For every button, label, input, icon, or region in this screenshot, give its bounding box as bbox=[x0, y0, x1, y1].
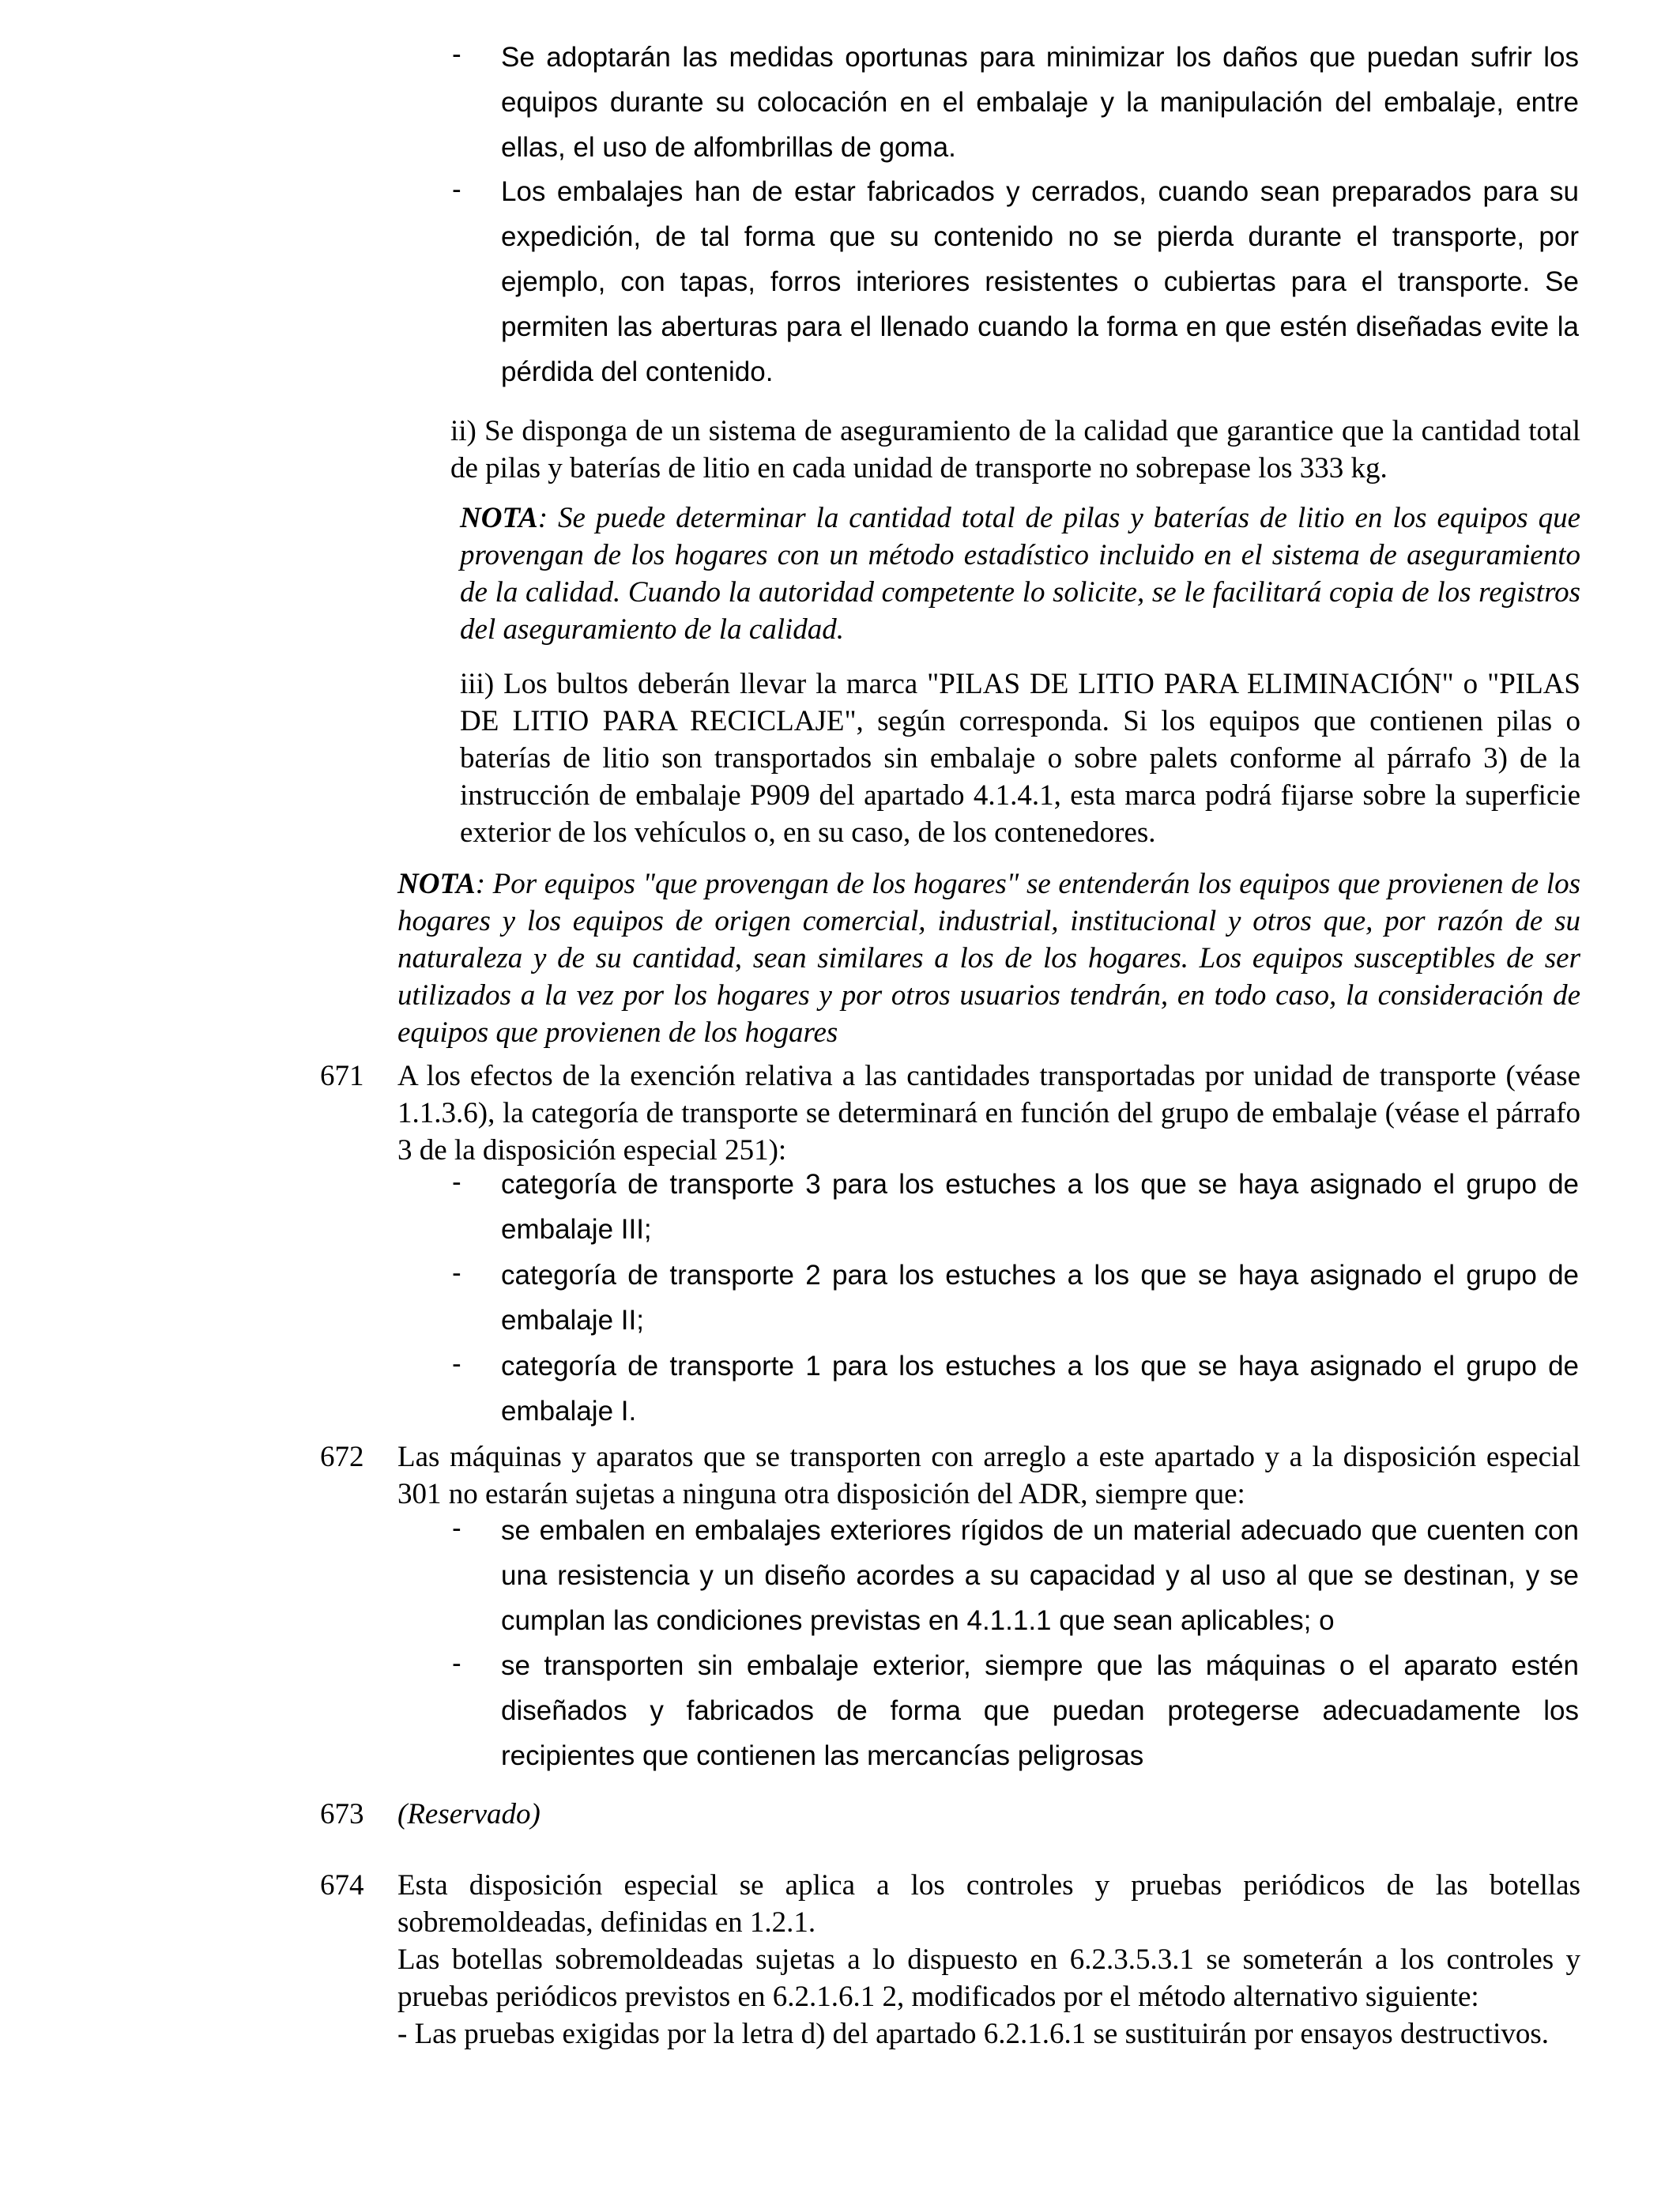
paragraph-ii: ii) Se disponga de un sistema de aseguramiento de la calidad que garantice que la cantidad total de pilas y baterías de litio en cada unidad de transporte no sobrepase los 333 kg. bbox=[450, 415, 1580, 484]
section-674-para-1: Esta disposición especial se aplica a los controles y pruebas periódicos de las botellas sobremoldeadas, definidas en 1.2.1. bbox=[397, 1869, 1580, 1939]
section-673-text: (Reservado) bbox=[397, 1798, 541, 1830]
note-text: : Por equipos "que provengan de los hogares" se entenderán los equipos que provienen de los hogares y los equipos de origen comercial, industrial, institucional y otros que, por razón de su naturaleza y de su cantidad, sean similares a los de los hogares. Los equipos susceptibles de ser utilizados a la vez por los hogares y por otros usuarios tendrán, en todo caso, la consideración de equipos que provienen de los hogares bbox=[397, 868, 1580, 1049]
paragraph-iii: iii) Los bultos deberán llevar la marca "PILAS DE LITIO PARA ELIMINACIÓN" o "PILAS DE LITIO PARA RECICLAJE", según corresponda. Si los equipos que contienen pilas o baterías de litio son transportados sin embalaje o sobre palets conforme al párrafo 3) de la instrucción de embalaje P909 del apartado 4.1.4.1, esta marca podrá fijarse sobre la superficie exterior de los vehículos o, en su caso, de los contenedores. bbox=[460, 668, 1580, 849]
dash-marker: - bbox=[452, 1348, 461, 1379]
section-671-text: A los efectos de la exención relativa a las cantidades transportadas por unidad de transporte (véase 1.1.3.6), la categoría de transporte se determinará en función del grupo de embalaje (véase el párrafo 3 de la disposición especial 251): bbox=[397, 1060, 1580, 1167]
dash-marker: - bbox=[452, 1513, 461, 1544]
note-2 bbox=[397, 865, 1580, 1051]
section-number-672: 672 bbox=[320, 1441, 364, 1473]
note-label: NOTA bbox=[460, 502, 538, 534]
bullet-item: Los embalajes han de estar fabricados y cerrados, cuando sean preparados para su expedición, de tal forma que su contenido no se pierda durante el transporte, por ejemplo, con tapas, forros interiores resistentes o cubiertas para el transporte. Se permiten las aberturas para el llenado cuando la forma en que estén diseñadas evite la pérdida del contenido. bbox=[501, 176, 1579, 387]
section-number-674: 674 bbox=[320, 1869, 364, 1902]
section-674-text bbox=[397, 1867, 1580, 2053]
note-text: : Se puede determinar la cantidad total de pilas y baterías de litio en los equipos que provengan de los hogares con un método estadístico incluido en el sistema de aseguramiento de la calidad. Cuando la autoridad competente lo solicite, se le facilitará copia de los registros del aseguramiento de la calidad. bbox=[460, 502, 1580, 646]
dash-marker: - bbox=[452, 1648, 461, 1679]
note-label: NOTA bbox=[397, 868, 476, 900]
dash-marker: - bbox=[452, 39, 461, 70]
dash-marker: - bbox=[452, 174, 461, 205]
note-1 bbox=[460, 499, 1580, 648]
section-672-bullet: se embalen en embalajes exteriores rígidos de un material adecuado que cuenten con una resistencia y un diseño acordes a su capacidad y al uso al que se destinan, y se cumplan las condiciones previstas en 4.1.1.1 que sean aplicables; o bbox=[501, 1515, 1579, 1636]
dash-marker: - bbox=[452, 1257, 461, 1288]
section-674-para-3: - Las pruebas exigidas por la letra d) del apartado 6.2.1.6.1 se sustituirán por ensayos destructivos. bbox=[397, 2018, 1550, 2050]
section-674-para-2: Las botellas sobremoldeadas sujetas a lo dispuesto en 6.2.3.5.3.1 se someterán a los controles y pruebas periódicos previstos en 6.2.1.6.1 2, modificados por el método alternativo siguiente: bbox=[397, 1943, 1580, 2013]
dash-marker: - bbox=[452, 1167, 461, 1197]
section-672-text: Las máquinas y aparatos que se transporten con arreglo a este apartado y a la disposición especial 301 no estarán sujetas a ninguna otra disposición del ADR, siempre que: bbox=[397, 1441, 1580, 1510]
section-671-bullet: categoría de transporte 3 para los estuches a los que se haya asignado el grupo de embalaje III; bbox=[501, 1169, 1579, 1245]
section-number-671: 671 bbox=[320, 1060, 364, 1092]
section-number-673: 673 bbox=[320, 1798, 364, 1830]
section-672-bullet: se transporten sin embalaje exterior, siempre que las máquinas o el aparato estén diseñados y fabricados de forma que puedan protegerse adecuadamente los recipientes que contienen las mercancías peligrosas bbox=[501, 1650, 1579, 1771]
bullet-item: Se adoptarán las medidas oportunas para minimizar los daños que puedan sufrir los equipos durante su colocación en el embalaje y la manipulación del embalaje, entre ellas, el uso de alfombrillas de goma. bbox=[501, 42, 1579, 163]
section-671-bullet: categoría de transporte 1 para los estuches a los que se haya asignado el grupo de embalaje I. bbox=[501, 1351, 1579, 1427]
section-671-bullet: categoría de transporte 2 para los estuches a los que se haya asignado el grupo de embalaje II; bbox=[501, 1260, 1579, 1336]
